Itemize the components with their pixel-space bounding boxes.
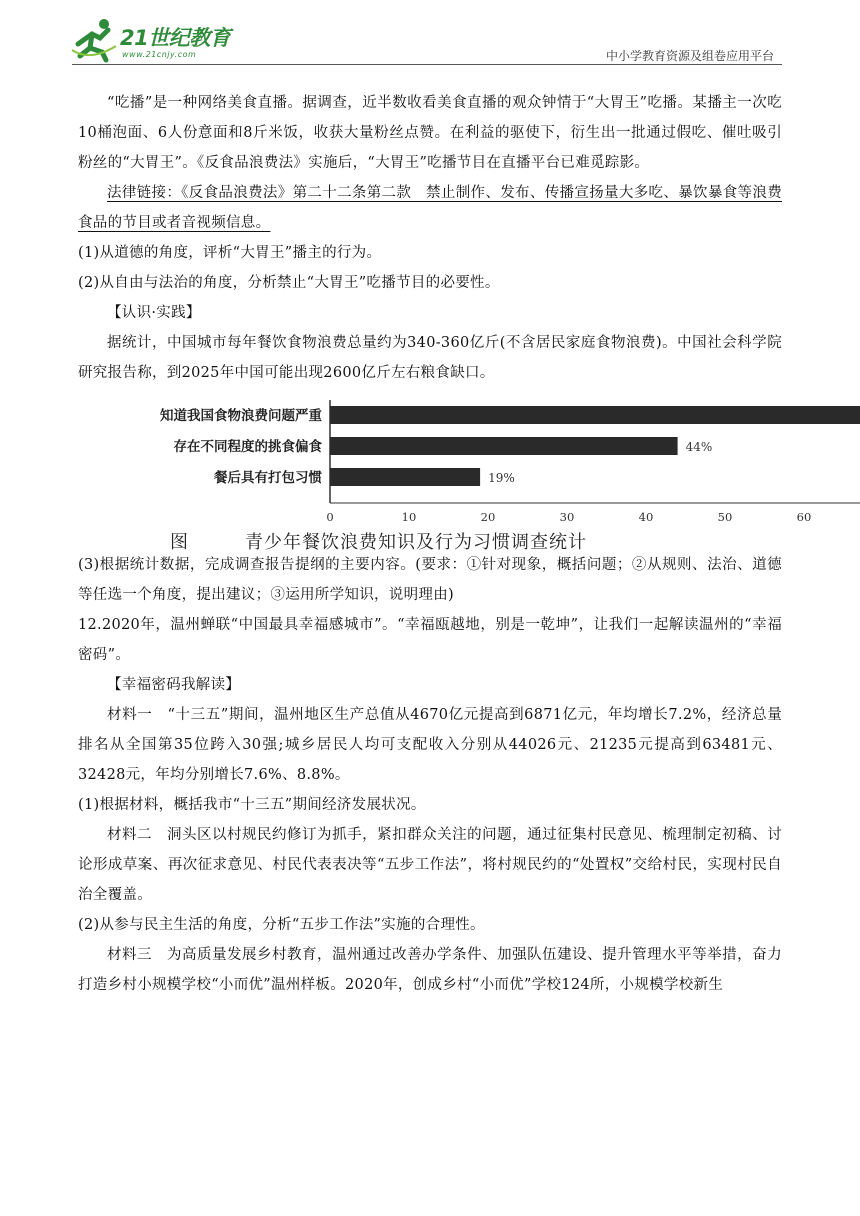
logo-url: www.21cnjy.com <box>122 50 197 59</box>
paragraph-chibo: “吃播”是一种网络美食直播。据调查，近半数收看美食直播的观众钟情于“大胃王”吃播。某播主一次吃10桶泡面、6人份意面和8斤米饭，收获大量粉丝点赞。在利益的驱使下，衍生出一批通过假吃、催吐吸引粉丝的“大胃王”。《反食品浪费法》实施后，“大胃王”吃播节目在直播平台已难觅踪影。 <box>78 95 782 171</box>
document-body <box>78 88 812 1000</box>
survey-chart <box>78 390 812 553</box>
material-3: 材料三 为高质量发展乡村教育，温州通过改善办学条件、加强队伍建设、提升管理水平等举措，奋力打造乡村小规模学校“小而优”温州样板。2020年，创成乡村“小而优”学校124所，小规模学校新生 <box>78 947 782 993</box>
category-label: 餐后具有打包习惯 <box>214 470 322 486</box>
section-heading-happiness: 【幸福密码我解读】 <box>107 677 241 693</box>
tick-label: 40 <box>638 510 654 524</box>
material-2: 材料二 洞头区以村规民约修订为抓手，紧扣群众关注的问题，通过征集村民意见、梳理制定初稿、讨论形成草案、再次征求意见、村民代表表决等“五步工作法”，将村规民约的“处置权”交给村民，实现村民自治全覆盖。 <box>78 827 782 903</box>
question-3: (3)根据统计数据，完成调查报告提纲的主要内容。(要求：①针对现象，概括问题；②从规则、法治、道德等任选一个角度，提出建议；③运用所学知识，说明理由) <box>78 557 782 603</box>
law-link: 法律链接：《反食品浪费法》第二十二条第二款 禁止制作、发布、传播宣扬量大多吃、暴饮暴食等浪费食品的节目或者音视频信息。 <box>78 185 782 231</box>
question-2: (2)从自由与法治的角度，分析禁止“大胃王”吃播节目的必要性。 <box>78 275 500 291</box>
logo-text: 21世纪教育 <box>120 26 231 50</box>
tick-label: 50 <box>717 510 733 524</box>
tick-label: 0 <box>326 510 334 524</box>
bar <box>330 437 678 455</box>
platform-name: 中小学教育资源及组卷应用平台 <box>605 49 774 63</box>
value-label: 44% <box>685 440 713 454</box>
value-label: 19% <box>488 471 515 485</box>
chart-caption <box>170 528 587 554</box>
question-12-intro: 12.2020年，温州蝉联“中国最具幸福感城市”。“幸福瓯越地，别是一乾坤”，让我们一起解读温州的“幸福密码”。 <box>78 617 782 663</box>
page-header <box>0 0 860 70</box>
tick-label: 10 <box>401 510 417 524</box>
runner-icon <box>70 16 120 62</box>
question-1: (1)从道德的角度，评析“大胃王”播主的行为。 <box>78 245 382 261</box>
chart-caption-title: 青少年餐饮浪费知识及行为习惯调查统计 <box>245 532 587 553</box>
question-12-1: (1)根据材料，概括我市“十三五”期间经济发展状况。 <box>78 797 426 813</box>
site-logo[interactable] <box>70 16 270 66</box>
bar <box>330 406 860 424</box>
bar-chart-svg <box>78 390 812 530</box>
bar <box>330 468 480 486</box>
tick-label: 20 <box>480 510 496 524</box>
paragraph-statistics: 据统计，中国城市每年餐饮食物浪费总量约为340-360亿斤(不含居民家庭食物浪费)。中国社会科学院研究报告称，到2025年中国可能出现2600亿斤左右粮食缺口。 <box>78 335 782 381</box>
header-divider <box>72 64 782 65</box>
chart-caption-fig: 图 <box>170 532 189 553</box>
question-12-2: (2)从参与民主生活的角度，分析“五步工作法”实施的合理性。 <box>78 917 485 933</box>
section-heading-practice: 【认识·实践】 <box>107 305 201 321</box>
tick-label: 60 <box>796 510 812 524</box>
tick-label: 30 <box>559 510 575 524</box>
material-1: 材料一 “十三五”期间，温州地区生产总值从4670亿元提高到6871亿元，年均增长7.2%，经济总量排名从全国第35位跨入30强;城乡居民人均可支配收入分别从44026元、21235元提高到63481元、32428元，年均分别增长7.6%、8.8%。 <box>78 707 782 783</box>
category-label: 存在不同程度的挑食偏食 <box>173 439 322 455</box>
category-label: 知道我国食物浪费问题严重 <box>160 408 322 424</box>
